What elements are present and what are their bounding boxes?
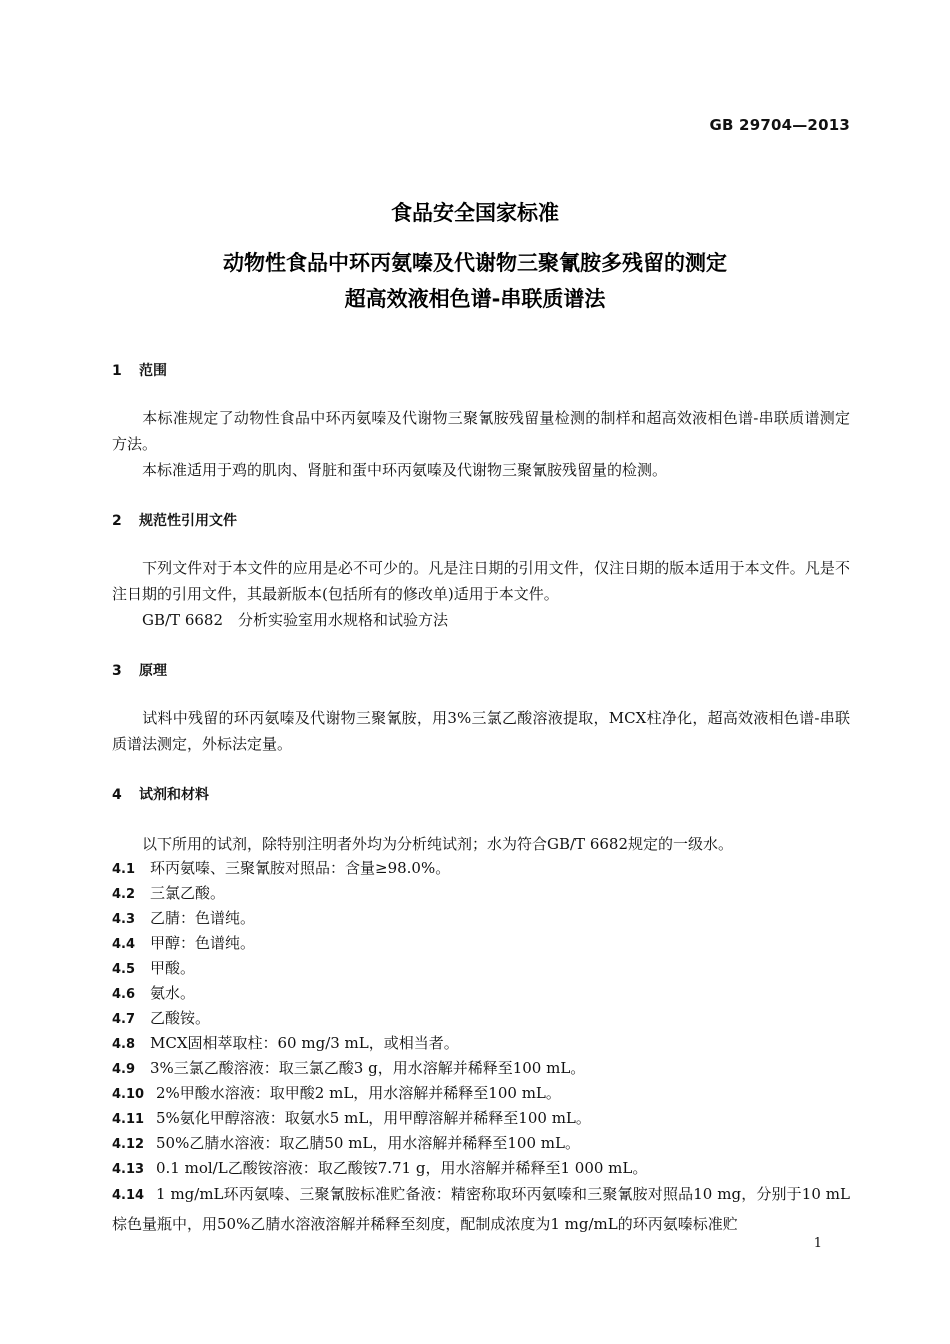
section-2-heading <box>112 510 237 530</box>
section-4-intro: 以下所用的试剂，除特别注明者外均为分析纯试剂；水为符合GB/T 6682规定的一级水。 <box>142 835 734 853</box>
item-number: 4.2 <box>112 887 136 902</box>
list-item <box>112 1180 850 1238</box>
item-number: 4.1 <box>112 862 136 877</box>
item-number: 4.12 <box>112 1137 145 1152</box>
page-number: 1 <box>813 1236 822 1251</box>
normative-reference: GB/T 6682 分析实验室用水规格和试验方法 <box>142 611 449 629</box>
list-item <box>112 1057 585 1078</box>
item-text: 环丙氨嗪、三聚氰胺对照品：含量≥98.0%。 <box>150 859 451 877</box>
section-number: 2 <box>112 513 122 529</box>
list-item <box>112 982 195 1003</box>
item-number: 4.13 <box>112 1162 145 1177</box>
item-number: 4.14 <box>112 1188 145 1203</box>
list-item <box>112 932 255 953</box>
item-text: 氨水。 <box>150 984 196 1002</box>
item-text: 1 mg/mL环丙氨嗪、三聚氰胺标准贮备液：精密称取环丙氨嗪和三聚氰胺对照品10 mg，分别于10 mL棕色量瓶中，用50%乙腈水溶液溶解并稀释至刻度，配制成浓度为1 mg/mL的环丙氨嗪标准贮 <box>112 1185 850 1233</box>
item-number: 4.10 <box>112 1087 145 1102</box>
item-number: 4.6 <box>112 987 136 1002</box>
list-item <box>112 1157 647 1178</box>
doc-title-main: 动物性食品中环丙氨嗪及代谢物三聚氰胺多残留的测定 <box>223 251 727 275</box>
item-text: 甲酸。 <box>150 959 196 977</box>
list-item <box>112 907 255 928</box>
item-text: 2%甲酸水溶液：取甲酸2 mL，用水溶解并稀释至100 mL。 <box>156 1084 561 1102</box>
section-4-heading <box>112 784 209 804</box>
section-number: 3 <box>112 663 122 679</box>
item-text: 三氯乙酸。 <box>150 884 226 902</box>
item-text: MCX固相萃取柱：60 mg/3 mL，或相当者。 <box>150 1034 459 1052</box>
section-1-heading <box>112 360 167 380</box>
item-number: 4.8 <box>112 1037 136 1052</box>
item-text: 乙酸铵。 <box>150 1009 211 1027</box>
item-number: 4.9 <box>112 1062 136 1077</box>
section-title: 规范性引用文件 <box>139 513 237 529</box>
item-text: 50%乙腈水溶液：取乙腈50 mL，用水溶解并稀释至100 mL。 <box>156 1134 580 1152</box>
item-text: 3%三氯乙酸溶液：取三氯乙酸3 g，用水溶解并稀释至100 mL。 <box>150 1059 586 1077</box>
section-2-paragraph-1: 下列文件对于本文件的应用是必不可少的。凡是注日期的引用文件，仅注日期的版本适用于本文件。凡是不注日期的引用文件，其最新版本(包括所有的修改单)适用于本文件。 <box>112 559 850 603</box>
list-item <box>112 857 450 878</box>
standard-code: GB 29704—2013 <box>709 116 850 134</box>
list-item <box>112 882 225 903</box>
item-number: 4.5 <box>112 962 136 977</box>
item-number: 4.11 <box>112 1112 145 1127</box>
list-item <box>112 1007 210 1028</box>
list-item <box>112 1107 591 1128</box>
list-item <box>112 1132 580 1153</box>
doc-title-method: 超高效液相色谱-串联质谱法 <box>344 287 606 311</box>
item-number: 4.3 <box>112 912 136 927</box>
section-title: 范围 <box>139 363 167 379</box>
item-number: 4.7 <box>112 1012 136 1027</box>
list-item <box>112 1082 561 1103</box>
item-text: 0.1 mol/L乙酸铵溶液：取乙酸铵7.71 g，用水溶解并稀释至1 000 mL。 <box>156 1159 648 1177</box>
item-text: 5%氨化甲醇溶液：取氨水5 mL，用甲醇溶解并稀释至100 mL。 <box>156 1109 591 1127</box>
list-item <box>112 957 195 978</box>
doc-title-category: 食品安全国家标准 <box>391 201 559 225</box>
section-title: 原理 <box>139 663 167 679</box>
item-text: 乙腈：色谱纯。 <box>150 909 256 927</box>
item-number: 4.4 <box>112 937 136 952</box>
section-number: 4 <box>112 787 122 803</box>
section-3-heading <box>112 660 167 680</box>
section-title: 试剂和材料 <box>139 787 209 803</box>
section-1-paragraph-1: 本标准规定了动物性食品中环丙氨嗪及代谢物三聚氰胺残留量检测的制样和超高效液相色谱-串联质谱测定方法。 <box>112 409 850 453</box>
section-3-paragraph-1: 试料中残留的环丙氨嗪及代谢物三聚氰胺，用3%三氯乙酸溶液提取，MCX柱净化，超高效液相色谱-串联质谱法测定，外标法定量。 <box>112 709 850 753</box>
item-text: 甲醇：色谱纯。 <box>150 934 256 952</box>
section-1-paragraph-2: 本标准适用于鸡的肌肉、肾脏和蛋中环丙氨嗪及代谢物三聚氰胺残留量的检测。 <box>142 461 668 479</box>
list-item <box>112 1032 459 1053</box>
section-number: 1 <box>112 363 122 379</box>
